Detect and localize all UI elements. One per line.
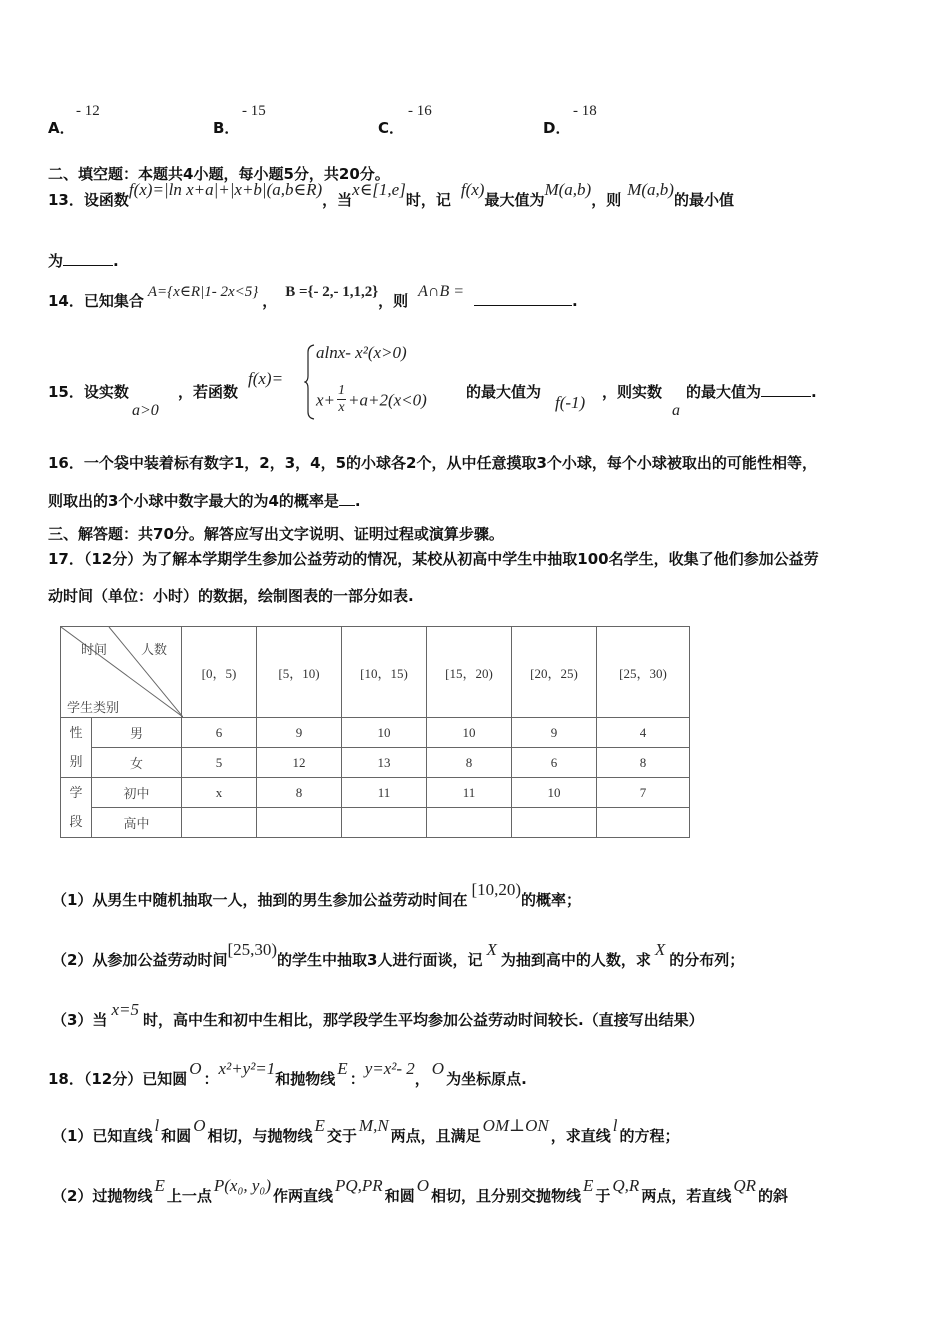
interval-header: [25，30) xyxy=(597,627,690,718)
table-header-row xyxy=(61,627,690,718)
group-label-gender xyxy=(61,718,92,778)
labor-hours-table xyxy=(60,626,690,838)
q16-text: . xyxy=(354,492,361,510)
q17-x-equals-5: x=5 xyxy=(111,1000,139,1019)
table-row xyxy=(61,748,690,778)
interval-header: [20，25) xyxy=(512,627,597,718)
q18-part-1 xyxy=(52,1116,680,1146)
q14-set-a: A={x∈R|1- 2x<5} xyxy=(147,284,259,300)
q18-perpendicular: OM⊥ON xyxy=(482,1116,549,1135)
q18-text: ： xyxy=(203,1070,219,1088)
diagonal-header xyxy=(61,627,181,717)
question-18 xyxy=(48,1059,527,1089)
answer-blank xyxy=(761,382,811,397)
table-cell xyxy=(512,808,597,838)
interval-header: [15，20) xyxy=(427,627,512,718)
q13-domain: x∈[1,e] xyxy=(352,180,406,199)
question-17-line1: 17．（12分）为了解本学期学生参加公益劳动的情况，某校从初高中学生中抽取100名学生，收集了他们参加公益劳 xyxy=(48,550,819,568)
table-row xyxy=(61,718,690,748)
q18-lines-pq-pr: PQ,PR xyxy=(335,1176,383,1195)
q18-text: 的斜 xyxy=(758,1187,789,1205)
q15-text: 15．设实数 xyxy=(48,383,129,401)
table-cell: 10 xyxy=(342,718,427,748)
fraction-denominator: x xyxy=(338,400,345,415)
table-cell: 11 xyxy=(427,778,512,808)
q18-text: ： xyxy=(349,1070,365,1088)
group-label-glyph: 别 xyxy=(69,754,83,770)
q17-x-var: X xyxy=(486,940,497,959)
q17-x-var: X xyxy=(654,940,666,959)
option-b-letter: B． xyxy=(213,119,240,137)
q18-text: 为坐标原点. xyxy=(446,1070,527,1088)
q18-part-2 xyxy=(52,1176,789,1206)
answer-blank xyxy=(63,251,113,266)
diag-time-label: 时间 xyxy=(81,643,108,658)
q18-text: 作两直线 xyxy=(272,1187,333,1205)
table-cell: 4 xyxy=(597,718,690,748)
q14-intersection: A∩B = xyxy=(418,283,465,300)
diag-count-label: 人数 xyxy=(141,643,168,658)
q18-text: 和圆 xyxy=(384,1187,415,1205)
q13-max-2: M(a,b) xyxy=(627,180,674,199)
q15-case2-b: +a+2(x<0) xyxy=(348,390,427,410)
q13-text: 13．设函数 xyxy=(48,191,129,209)
section-3-heading: 三、解答题：共70分。解答应写出文字说明、证明过程或演算步骤。 xyxy=(48,525,504,543)
table-cell: 8 xyxy=(257,778,342,808)
q15-text: ，若函数 xyxy=(178,383,239,401)
q15-case2-a: x+ xyxy=(316,390,336,410)
q18-point-p: P(x₀, y₀) xyxy=(213,1176,271,1195)
group-label-glyph: 段 xyxy=(69,814,83,830)
fraction-numerator: 1 xyxy=(338,383,346,398)
question-13-line2 xyxy=(48,250,119,271)
table-cell: 9 xyxy=(512,718,597,748)
table-cell xyxy=(342,808,427,838)
table-row xyxy=(61,778,690,808)
q18-points-qr: Q,R xyxy=(612,1176,640,1195)
group-label-char xyxy=(61,779,91,837)
answer-blank xyxy=(474,291,572,306)
q18-text: 两点，若直线 xyxy=(641,1187,732,1205)
q18-circle-o: O xyxy=(193,1116,206,1135)
q13-text: 时，记 xyxy=(405,191,451,209)
q18-points-mn: M,N xyxy=(358,1116,389,1135)
q18-text: 和抛物线 xyxy=(275,1070,336,1088)
row-label: 高中 xyxy=(92,808,182,838)
diag-type-label: 学生类别 xyxy=(67,701,120,716)
interval-header: [10，15) xyxy=(342,627,427,718)
q15-text: 的最大值为 xyxy=(686,383,762,401)
q13-text: . xyxy=(113,252,119,270)
q15-condition: a>0 xyxy=(132,402,159,419)
q17-text: 的分布列； xyxy=(669,951,745,969)
q18-text: ， xyxy=(414,1070,430,1088)
group-label-char xyxy=(61,719,91,777)
option-a-value: - 12 xyxy=(76,103,100,119)
q17-part-3 xyxy=(52,1000,704,1030)
q17-part-2 xyxy=(52,940,745,970)
group-label-glyph: 学 xyxy=(69,785,83,801)
q18-text: 交于 xyxy=(326,1127,357,1145)
q15-fx: f(x)= xyxy=(248,369,284,388)
group-label-glyph: 性 xyxy=(69,725,83,741)
q18-line-l: l xyxy=(612,1116,618,1135)
table-cell xyxy=(257,808,342,838)
q18-parabola-eq: y=x²- 2 xyxy=(364,1059,415,1078)
q14-text: 14．已知集合 xyxy=(48,292,144,310)
q18-text: ，求直线 xyxy=(550,1127,611,1145)
row-label: 男 xyxy=(92,718,182,748)
q17-part-1 xyxy=(52,880,582,910)
q18-text: 相切，且分别交抛物线 xyxy=(430,1187,581,1205)
q18-text: （1）已知直线 xyxy=(52,1127,153,1145)
q18-circle-o: O xyxy=(416,1176,429,1195)
option-d-value: - 18 xyxy=(573,103,597,119)
section-2-heading: 二、填空题：本题共4小题，每小题5分，共20分。 xyxy=(48,165,390,183)
q18-text: 相切，与抛物线 xyxy=(207,1127,313,1145)
q17-text: 为抽到高中的人数，求 xyxy=(500,951,651,969)
diagonal-header-cell xyxy=(61,627,182,718)
table-cell: 10 xyxy=(427,718,512,748)
q18-text: 于 xyxy=(595,1187,611,1205)
q18-parabola-e: E xyxy=(154,1176,165,1195)
q15-text xyxy=(686,381,817,402)
table-cell: 9 xyxy=(257,718,342,748)
q18-circle-o: O xyxy=(189,1059,202,1078)
interval-header: [5，10) xyxy=(257,627,342,718)
q18-parabola-e: E xyxy=(337,1059,348,1078)
q17-interval-2: [25,30) xyxy=(227,940,278,959)
option-a-letter: A． xyxy=(48,119,75,137)
q15-text: ，则实数 xyxy=(602,383,663,401)
q15-f-minus-1: f(-1) xyxy=(555,393,586,412)
row-label: 女 xyxy=(92,748,182,778)
piecewise-brace xyxy=(304,344,316,420)
q18-text: 和圆 xyxy=(161,1127,192,1145)
q14-set-b: B ={- 2,- 1,1,2} xyxy=(285,284,379,300)
q17-text: （3）当 xyxy=(52,1011,108,1029)
option-d-letter: D． xyxy=(543,119,571,137)
q17-text: 时，高中生和初中生相比，那学段学生平均参加公益劳动时间较长.（直接写出结果） xyxy=(142,1011,704,1029)
q13-text: ，当 xyxy=(322,191,353,209)
question-14 xyxy=(48,283,578,311)
q13-max: M(a,b) xyxy=(544,180,592,199)
table-row xyxy=(61,808,690,838)
table-cell: 6 xyxy=(182,718,257,748)
q17-text: （2）从参加公益劳动时间 xyxy=(52,951,228,969)
q16-text: 则取出的3个小球中数字最大的为4的概率是 xyxy=(48,492,339,510)
table-cell xyxy=(597,808,690,838)
q13-text: 最大值为 xyxy=(484,191,545,209)
q15-fraction xyxy=(337,383,346,416)
q17-interval-1: [10,20) xyxy=(471,880,522,899)
row-label: 初中 xyxy=(92,778,182,808)
q17-text: 的概率； xyxy=(521,891,582,909)
q18-line-l: l xyxy=(154,1116,160,1135)
table-cell: 7 xyxy=(597,778,690,808)
table-cell: 13 xyxy=(342,748,427,778)
q17-text: 的学生中抽取3人进行面谈，记 xyxy=(277,951,483,969)
q18-text: 18．（12分）已知圆 xyxy=(48,1070,188,1088)
q14-text: . xyxy=(572,292,578,310)
question-16-line2 xyxy=(48,490,361,511)
q15-text: . xyxy=(811,383,817,401)
table-cell: 12 xyxy=(257,748,342,778)
table-cell: 8 xyxy=(427,748,512,778)
table-cell: 11 xyxy=(342,778,427,808)
question-13-line1 xyxy=(48,180,734,219)
q18-text: 的方程； xyxy=(619,1127,680,1145)
q18-parabola-e: E xyxy=(314,1116,325,1135)
q13-fx: f(x) xyxy=(460,180,485,199)
table-cell: 8 xyxy=(597,748,690,778)
q18-text: （2）过抛物线 xyxy=(52,1187,153,1205)
q14-text: ，则 xyxy=(378,292,409,310)
group-label-stage xyxy=(61,778,92,838)
q17-text: （1）从男生中随机抽取一人，抽到的男生参加公益劳动时间在 xyxy=(52,891,468,909)
q18-origin-o: O xyxy=(431,1059,445,1078)
question-16-line1: 16．一个袋中装着标有数字1，2，3，4，5的小球各2个，从中任意摸取3个小球，每个小球被取出的可能性相等， xyxy=(48,454,817,472)
q15-text: 的最大值为 xyxy=(466,383,542,401)
q18-line-qr: QR xyxy=(733,1176,757,1195)
table-cell xyxy=(427,808,512,838)
table-cell: x xyxy=(182,778,257,808)
q15-case-2 xyxy=(316,385,427,418)
q14-text: ， xyxy=(262,292,278,310)
q15-case-1: alnx- x²(x>0) xyxy=(316,343,407,362)
q13-function: f(x)=|ln x+a|+|x+b|(a,b∈R) xyxy=(128,180,323,199)
answer-blank xyxy=(339,491,355,506)
q18-text: 两点，且满足 xyxy=(390,1127,481,1145)
q18-circle-eq: x²+y²=1 xyxy=(218,1059,276,1078)
table-cell: 6 xyxy=(512,748,597,778)
q13-text: 为 xyxy=(48,252,64,270)
q13-text: ，则 xyxy=(591,191,622,209)
q15-a: a xyxy=(672,402,680,419)
q18-text: 上一点 xyxy=(166,1187,212,1205)
q13-text: 的最小值 xyxy=(673,191,734,209)
table-cell: 5 xyxy=(182,748,257,778)
table-cell xyxy=(182,808,257,838)
interval-header: [0，5) xyxy=(182,627,257,718)
q18-parabola-e: E xyxy=(583,1176,594,1195)
option-b-value: - 15 xyxy=(242,103,266,119)
question-17-line2: 动时间（单位：小时）的数据，绘制图表的一部分如表. xyxy=(48,587,414,605)
option-c-letter: C． xyxy=(378,119,405,137)
table-cell: 10 xyxy=(512,778,597,808)
option-c-value: - 16 xyxy=(408,103,432,119)
